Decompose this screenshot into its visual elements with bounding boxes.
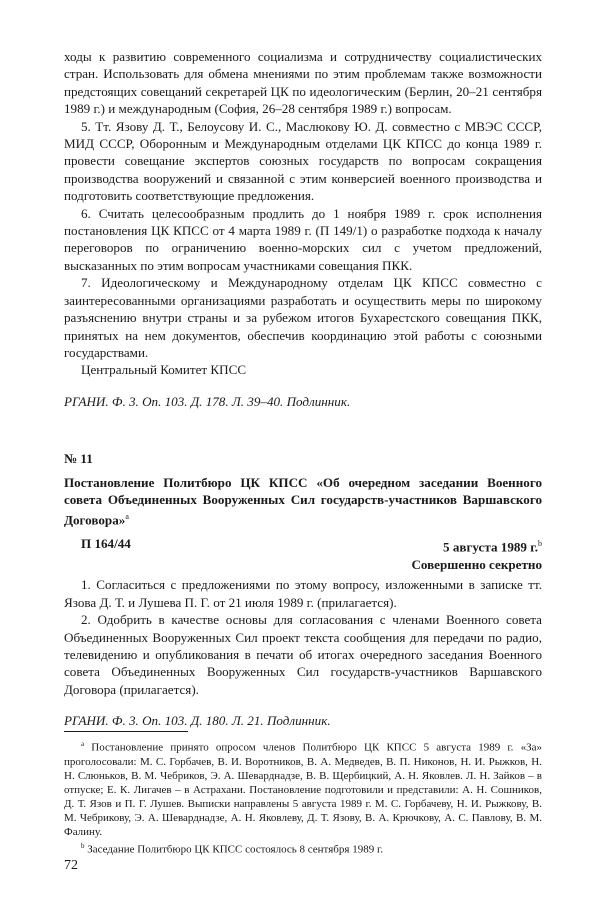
doc11-title-text: Постановление Политбюро ЦК КПСС «Об очередном заседании Военного совета Объединенных Вооруженных Сил государств-участников Варшавского Договора» [64, 474, 542, 528]
footnote-b-mark: b [81, 842, 85, 851]
page-number: 72 [64, 858, 78, 873]
footnote-a [64, 737, 542, 839]
page-body [64, 48, 542, 730]
footnote-b [64, 839, 542, 857]
doc11-date: 5 августа 1989 г. [443, 539, 538, 555]
doc11-title [64, 474, 542, 530]
doc11-date-footnote-mark: b [538, 539, 542, 549]
footnote-divider [64, 731, 188, 732]
footnotes [64, 731, 542, 857]
doc10-signature: Центральный Комитет КПСС [81, 362, 247, 378]
footnote-a-mark: a [81, 740, 85, 748]
doc11-title-footnote-mark: a [125, 512, 129, 522]
doc11-code: П 164/44 [81, 536, 131, 552]
footnote-a-text: Постановление принято опросом членов Политбюро ЦК КПСС 5 августа 1989 г. «За» проголосовали: М. С. Горбачев, В. И. Воротников, В. А. Медведев, В. П. Никонов, Н. И. Рыжков, Н. Н. Слюньков, В. М. Чебриков, Э. А. Шеварднадзе, В. В. Щербицкий, А. Н. Яковлев. Л. Н. Зайков – в отпуске; Е. К. Лигачев – в Астрахани. Постановление подготовили и представили: А. Н. Сошников, Д. Т. Язов и П. Г. Лушев. Выписки направлены 5 августа 1989 г. М. С. Горбачеву, Н. И. Рыжкову, В. М. Чебрикову, Э. А. Шеварднадзе, А. Н. Яковлеву, Д. Т. Язову, В. А. Крючкову, А. С. Павлову, В. М. Фалину. [64, 741, 543, 839]
doc11-number: № 11 [64, 451, 93, 467]
doc11-paragraph-1: 1. Согласиться с предложениями по этому вопросу, изложенными в записке тт. Язова Д. Т. и Лушева П. Г. от 21 июля 1989 г. (прилагается). [64, 577, 542, 610]
footnote-b-text: Заседание Политбюро ЦК КПСС состоялось 8 сентября 1989 г. [87, 843, 383, 856]
doc11-classification: Совершенно секретно [411, 556, 542, 572]
doc11-meta [64, 535, 542, 573]
doc11-date-block [411, 535, 542, 573]
doc11-paragraph-2: 2. Одобрить в качестве основы для согласования с членами Военного совета Объединенных Вооруженных Сил проект текста сообщения для передачи по радио, телевидению и опубликования в печати об итогах очередного заседания Военного совета Объединенных Вооруженных Сил государств-участников Варшавского Договора (прилагается). [64, 612, 542, 697]
doc10-paragraph-7: 7. Идеологическому и Международному отделам ЦК КПСС совместно с заинтересованными организациями разработать и осуществить меры по широкому разъяснению внутри страны и за рубежом итогов Бухарестского совещания ПКК, принятых на нем документов, обеспечив координацию этой работы с союзными государствами. [64, 275, 542, 360]
doc10-paragraph-1: ходы к развитию современного социализма и сотрудничеству социалистических стран. Использовать для обмена мнениями по этим проблемам также возможности предстоящих совещаний секретарей ЦК по идеологическим (Берлин, 20–21 сентября 1989 г.) и международным (София, 26–28 сентября 1989 г.) вопросам. [64, 49, 542, 117]
doc10-paragraph-5: 5. Тт. Язову Д. Т., Белоусову И. С., Маслюкову Ю. Д. совместно с МВЭС СССР, МИД СССР, Оборонным и Международным отделами ЦК КПСС до конца 1989 г. провести совещание экспертов союзных государств по вопросам сокращения производства вооружений и связанной с этим конверсией военного производства и подготовить соответствующие предложения. [64, 118, 542, 204]
doc10-archive-source: РГАНИ. Ф. 3. Оп. 103. Д. 178. Л. 39–40. Подлинник. [64, 393, 351, 409]
doc11-archive-source: РГАНИ. Ф. 3. Оп. 103. Д. 180. Л. 21. Подлинник. [64, 713, 331, 729]
doc10-paragraph-6: 6. Считать целесообразным продлить до 1 ноября 1989 г. срок исполнения постановления ЦК КПСС от 4 марта 1989 г. (П 149/1) о разработке подхода к началу переговоров по ограничению военно-морских сил с учетом предложений, высказанных по этим вопросам участниками совещания ПКК. [64, 205, 542, 273]
